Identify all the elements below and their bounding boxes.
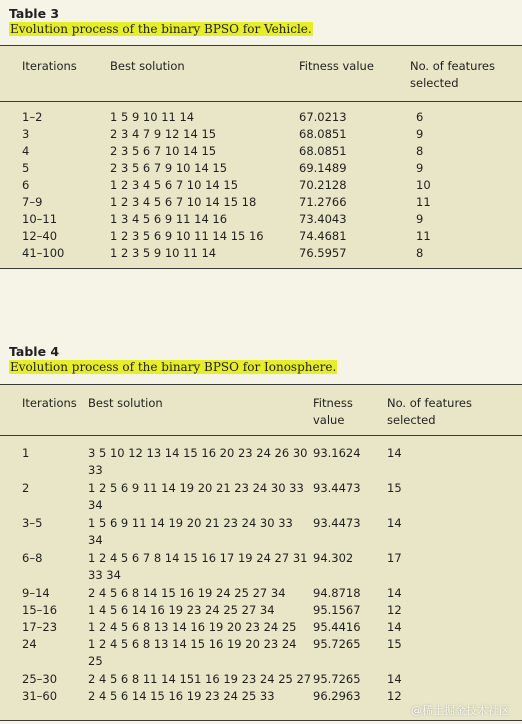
cell-best-solution: 1 2 5 6 9 11 14 19 20 21 23 24 30 33 34 — [88, 481, 304, 512]
cell-iterations: 3–5 — [22, 516, 43, 530]
table-3 — [0, 0, 522, 312]
cell-num-features: 9 — [416, 161, 424, 175]
col-header-num-features: No. of features selected — [410, 59, 495, 90]
cell-num-features: 14 — [387, 446, 402, 460]
cell-iterations: 24 — [22, 637, 37, 651]
cell-num-features: 14 — [387, 516, 402, 530]
header-separator — [0, 101, 522, 102]
cell-num-features: 15 — [387, 637, 402, 651]
col-header-iterations: Iterations — [22, 396, 77, 410]
table-4 — [0, 336, 522, 724]
cell-num-features: 8 — [416, 246, 424, 260]
col-header-best-solution: Best solution — [88, 396, 163, 410]
cell-best-solution: 2 3 4 7 9 12 14 15 — [110, 127, 217, 141]
cell-iterations: 31–60 — [22, 689, 58, 703]
table-4-number: Table 4 — [9, 344, 60, 359]
table-3-number: Table 3 — [9, 6, 60, 21]
cell-fitness-value: 68.0851 — [299, 127, 347, 141]
cell-fitness-value: 93.4473 — [313, 516, 361, 530]
cell-best-solution: 1 4 5 6 14 16 19 23 24 25 27 34 — [88, 603, 275, 617]
cell-iterations: 3 — [22, 127, 30, 141]
cell-num-features: 17 — [387, 551, 402, 565]
cell-best-solution: 1 5 6 9 11 14 19 20 21 23 24 30 33 34 — [88, 516, 293, 547]
watermark: @稀土掘金技术社区 — [411, 704, 510, 717]
cell-fitness-value: 95.4416 — [313, 620, 361, 634]
cell-num-features: 10 — [416, 178, 431, 192]
cell-fitness-value: 96.2963 — [313, 689, 361, 703]
cell-iterations: 15–16 — [22, 603, 58, 617]
cell-iterations: 6–8 — [22, 551, 43, 565]
cell-best-solution: 1 2 4 5 6 8 13 14 15 16 19 20 23 24 25 — [88, 637, 297, 668]
cell-iterations: 7–9 — [22, 195, 43, 209]
cell-fitness-value: 94.8718 — [313, 586, 361, 600]
cell-fitness-value: 67.0213 — [299, 110, 347, 124]
cell-num-features: 11 — [416, 229, 431, 243]
cell-num-features: 14 — [387, 586, 402, 600]
cell-best-solution: 1 2 3 5 6 9 10 11 14 15 16 — [110, 229, 264, 243]
cell-iterations: 10–11 — [22, 212, 58, 226]
cell-iterations: 1 — [22, 446, 30, 460]
cell-fitness-value: 74.4681 — [299, 229, 347, 243]
col-header-num-features: No. of features selected — [387, 396, 472, 427]
cell-num-features: 9 — [416, 212, 424, 226]
cell-best-solution: 1 2 4 5 6 8 13 14 16 19 20 23 24 25 — [88, 620, 297, 634]
table-4-body — [0, 384, 522, 721]
cell-iterations: 17–23 — [22, 620, 58, 634]
cell-num-features: 12 — [387, 603, 402, 617]
cell-num-features: 6 — [416, 110, 424, 124]
col-header-fitness-value: Fitness value — [313, 396, 353, 427]
cell-fitness-value: 68.0851 — [299, 144, 347, 158]
cell-best-solution: 1 2 4 5 6 7 8 14 15 16 17 19 24 27 31 33 34 — [88, 551, 308, 582]
cell-fitness-value: 95.7265 — [313, 637, 361, 651]
cell-fitness-value: 95.1567 — [313, 603, 361, 617]
cell-iterations: 4 — [22, 144, 30, 158]
cell-best-solution: 2 4 5 6 14 15 16 19 23 24 25 33 — [88, 689, 275, 703]
col-header-best-solution: Best solution — [110, 59, 185, 73]
cell-fitness-value: 69.1489 — [299, 161, 347, 175]
cell-fitness-value: 93.4473 — [313, 481, 361, 495]
cell-num-features: 14 — [387, 672, 402, 686]
cell-fitness-value: 71.2766 — [299, 195, 347, 209]
cell-iterations: 6 — [22, 178, 30, 192]
cell-best-solution: 3 5 10 12 13 14 15 16 20 23 24 26 30 33 — [88, 446, 308, 477]
cell-iterations: 41–100 — [22, 246, 65, 260]
cell-iterations: 9–14 — [22, 586, 50, 600]
cell-fitness-value: 94.302 — [313, 551, 354, 565]
col-header-iterations: Iterations — [22, 59, 77, 73]
cell-iterations: 25–30 — [22, 672, 58, 686]
table-3-caption: Evolution process of the binary BPSO for Vehicle. — [10, 22, 312, 36]
cell-best-solution: 1 3 4 5 6 9 11 14 16 — [110, 212, 228, 226]
cell-num-features: 11 — [416, 195, 431, 209]
cell-fitness-value: 93.1624 — [313, 446, 361, 460]
col-header-fitness-value: Fitness value — [299, 59, 374, 73]
cell-iterations: 5 — [22, 161, 30, 175]
table-4-caption: Evolution process of the binary BPSO for Ionosphere. — [10, 360, 337, 374]
cell-fitness-value: 95.7265 — [313, 672, 361, 686]
cell-fitness-value: 70.2128 — [299, 178, 347, 192]
cell-best-solution: 2 3 5 6 7 9 10 14 15 — [110, 161, 228, 175]
cell-best-solution: 1 5 9 10 11 14 — [110, 110, 195, 124]
cell-best-solution: 2 4 5 6 8 11 14 151 16 19 23 24 25 27 — [88, 672, 312, 686]
cell-num-features: 8 — [416, 144, 424, 158]
cell-fitness-value: 76.5957 — [299, 246, 347, 260]
cell-iterations: 1–2 — [22, 110, 43, 124]
cell-best-solution: 2 3 5 6 7 10 14 15 — [110, 144, 217, 158]
cell-num-features: 14 — [387, 620, 402, 634]
cell-best-solution: 1 2 3 4 5 6 7 10 14 15 18 — [110, 195, 257, 209]
cell-num-features: 15 — [387, 481, 402, 495]
cell-best-solution: 1 2 3 5 9 10 11 14 — [110, 246, 217, 260]
cell-iterations: 12–40 — [22, 229, 58, 243]
cell-best-solution: 2 4 5 6 8 14 15 16 19 24 25 27 34 — [88, 586, 286, 600]
cell-fitness-value: 73.4043 — [299, 212, 347, 226]
cell-iterations: 2 — [22, 481, 30, 495]
cell-best-solution: 1 2 3 4 5 6 7 10 14 15 — [110, 178, 239, 192]
table-3-body — [0, 45, 522, 269]
header-separator — [0, 435, 522, 436]
cell-num-features: 9 — [416, 127, 424, 141]
cell-num-features: 12 — [387, 689, 402, 703]
